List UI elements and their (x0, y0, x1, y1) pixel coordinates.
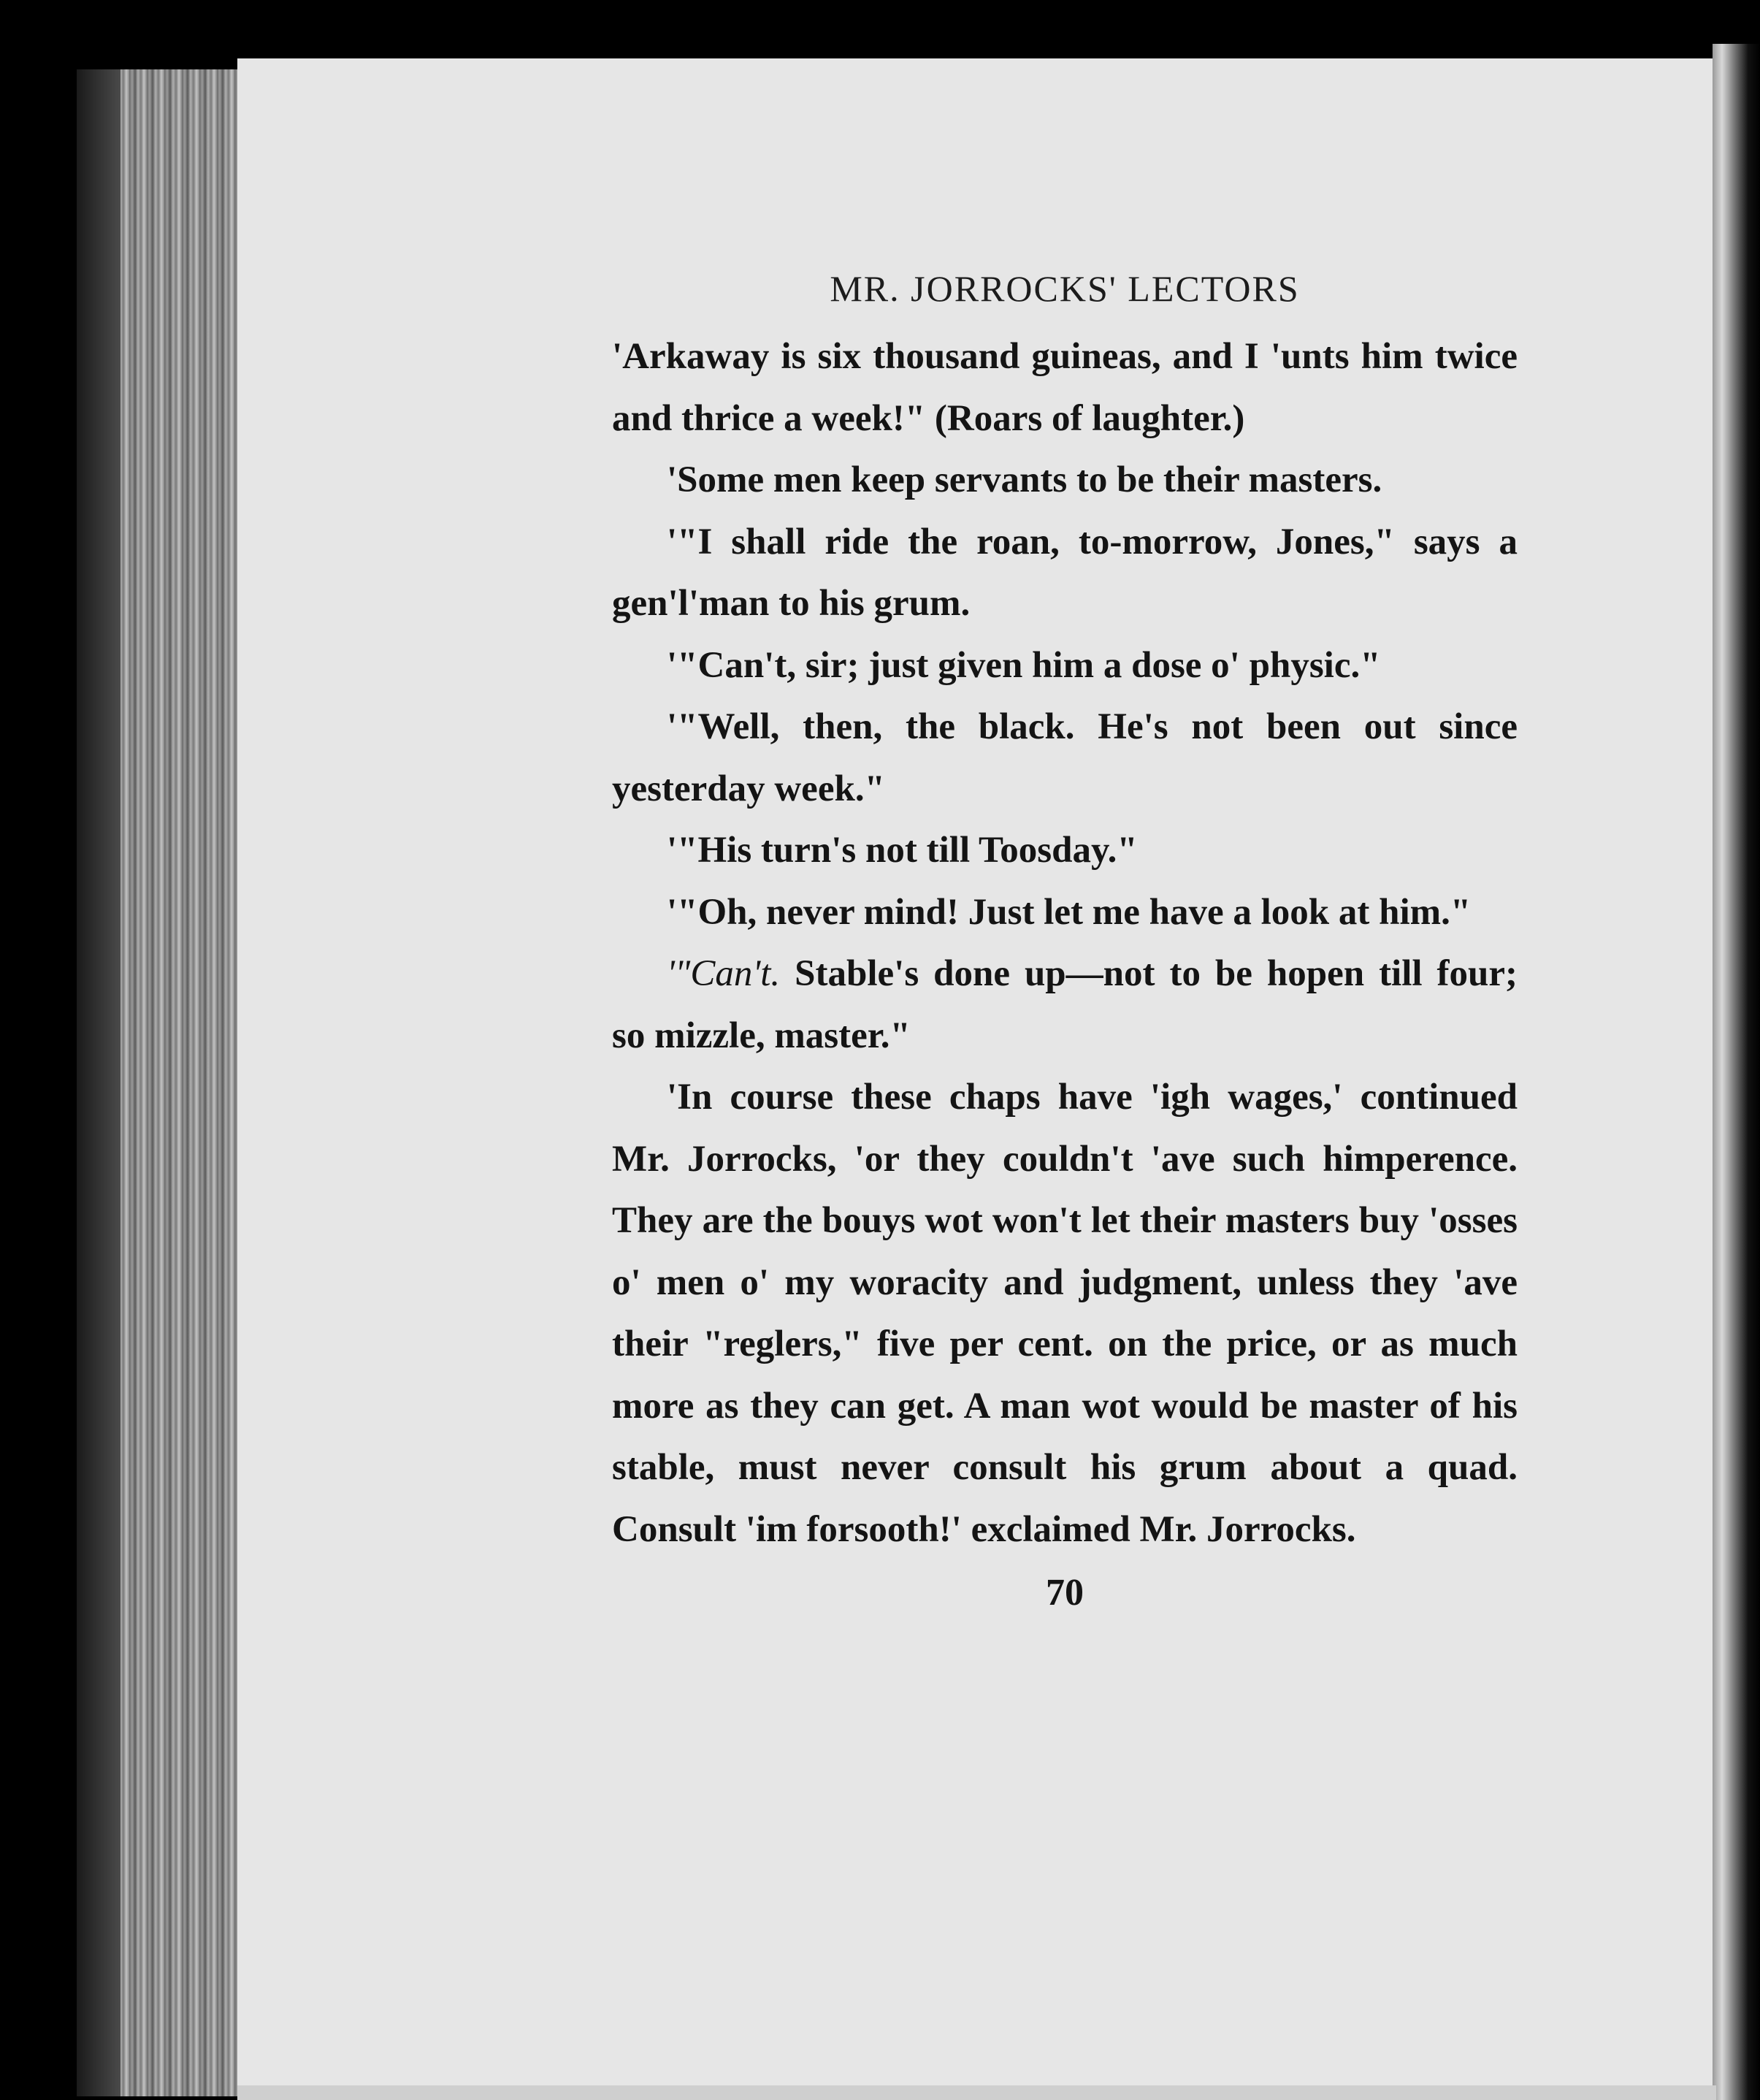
book-spine-shadow (77, 69, 120, 2096)
scan-right-border (1713, 44, 1760, 2100)
paragraph-rest: Stable's done up—not to be hopen till four; so mizzle, master." (612, 953, 1518, 1056)
paragraph: '"Oh, never mind! Just let me have a look at him." (667, 891, 1472, 933)
page-number: 70 (1046, 1572, 1084, 1614)
paragraph: '"I shall ride the roan, to-morrow, Jones," says a gen'l'man to his grum. (612, 521, 1518, 624)
paragraph: '"Well, then, the black. He's not been out since yesterday week." (612, 706, 1518, 809)
italic-lead: '"Can't. (667, 953, 781, 994)
running-head: MR. JORROCKS' LECTORS (830, 268, 1300, 309)
text-block (612, 263, 1518, 1619)
scan-top-border (0, 0, 1760, 58)
paragraph: '"Can't, sir; just given him a dose o' physic." (667, 644, 1381, 686)
scan-bottom-edge (237, 2085, 1716, 2100)
paragraph: '"His turn's not till Toosday." (667, 830, 1138, 871)
paragraph: 'Some men keep servants to be their masters. (667, 459, 1382, 500)
body-text (612, 326, 1518, 1560)
paragraph: 'In course these chaps have 'igh wages,' continued Mr. Jorrocks, 'or they couldn't 'ave such himperence. They are the bouys wot won't let their masters buy 'osses o' men o' my woracity and judgment, unless they 'ave their "reglers," five per cent. on the price, or as much more as they can get. A man wot would be master of his stable, must never consult his grum about a quad. Consult 'im forsooth!' exclaimed Mr. Jorrocks. (612, 1077, 1518, 1550)
paragraph: 'Arkaway is six thousand guineas, and I 'unts him twice and thrice a week!" (Roars of laughter.) (612, 336, 1518, 439)
paragraph (612, 943, 1518, 1066)
